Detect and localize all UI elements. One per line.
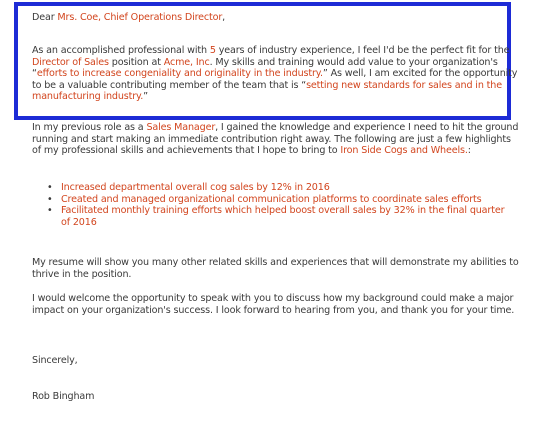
signature-name: Rob Bingham (32, 391, 95, 402)
welcome-paragraph: I would welcome the opportunity to speak with you to discuss how my background could make a major impact on your organization's success. I look forward to hearing from you, and thank you for your time. (32, 293, 515, 316)
role-text-1: In my previous role as a (32, 122, 147, 133)
salutation-prefix: Dear (32, 12, 58, 23)
list-item: • Facilitated monthly training efforts which helped boost overall sales by 32% in the final quarter of 2016 (61, 205, 513, 228)
role-paragraph (32, 122, 522, 157)
salutation-suffix: , (222, 12, 226, 23)
highlights-list (61, 182, 513, 228)
years-experience: 5 (209, 45, 216, 56)
intro-text-1: As an accomplished professional with (32, 45, 210, 56)
closing: Sincerely, (32, 355, 78, 366)
recipient-name: Mrs. Coe, Chief Operations Director (57, 12, 223, 23)
intro-text-4: . My skills and training would add value to your organization's “ (32, 56, 498, 79)
position-title: Director of Sales (32, 56, 109, 68)
role-text-3: : (467, 145, 471, 156)
intro-paragraph (32, 45, 522, 103)
intro-text-5: ” As well, I am excited for the opportunity to be a valuable contributing member of the team that is “ (32, 68, 518, 91)
company-name: Acme, Inc (163, 56, 210, 68)
quote-standards: setting new standards for sales and in the manufacturing industry. (32, 79, 502, 102)
previous-role: Sales Manager (146, 122, 216, 133)
salutation (32, 12, 522, 24)
previous-company: Iron Side Cogs and Wheels. (340, 145, 468, 156)
intro-text-6: ” (143, 91, 148, 102)
resume-paragraph: My resume will show you many other related skills and experiences that will demonstrate my abilities to thrive in the position. (32, 257, 519, 280)
intro-text-3: position at (108, 56, 164, 68)
quote-congeniality: efforts to increase congeniality and originality in the industry. (36, 68, 323, 79)
intro-text-2: years of industry experience, I feel I'd be the perfect fit for the (215, 45, 510, 56)
role-text-2: , I gained the knowledge and experience I need to hit the ground running and start making an immediate contribution right away. The following are just a few highlights of my professional skills and achievements that I hope to bring to (32, 122, 519, 156)
list-item: • Created and managed organizational communication platforms to coordinate sales efforts (61, 194, 513, 206)
list-item: • Increased departmental overall cog sales by 12% in 2016 (61, 182, 513, 194)
